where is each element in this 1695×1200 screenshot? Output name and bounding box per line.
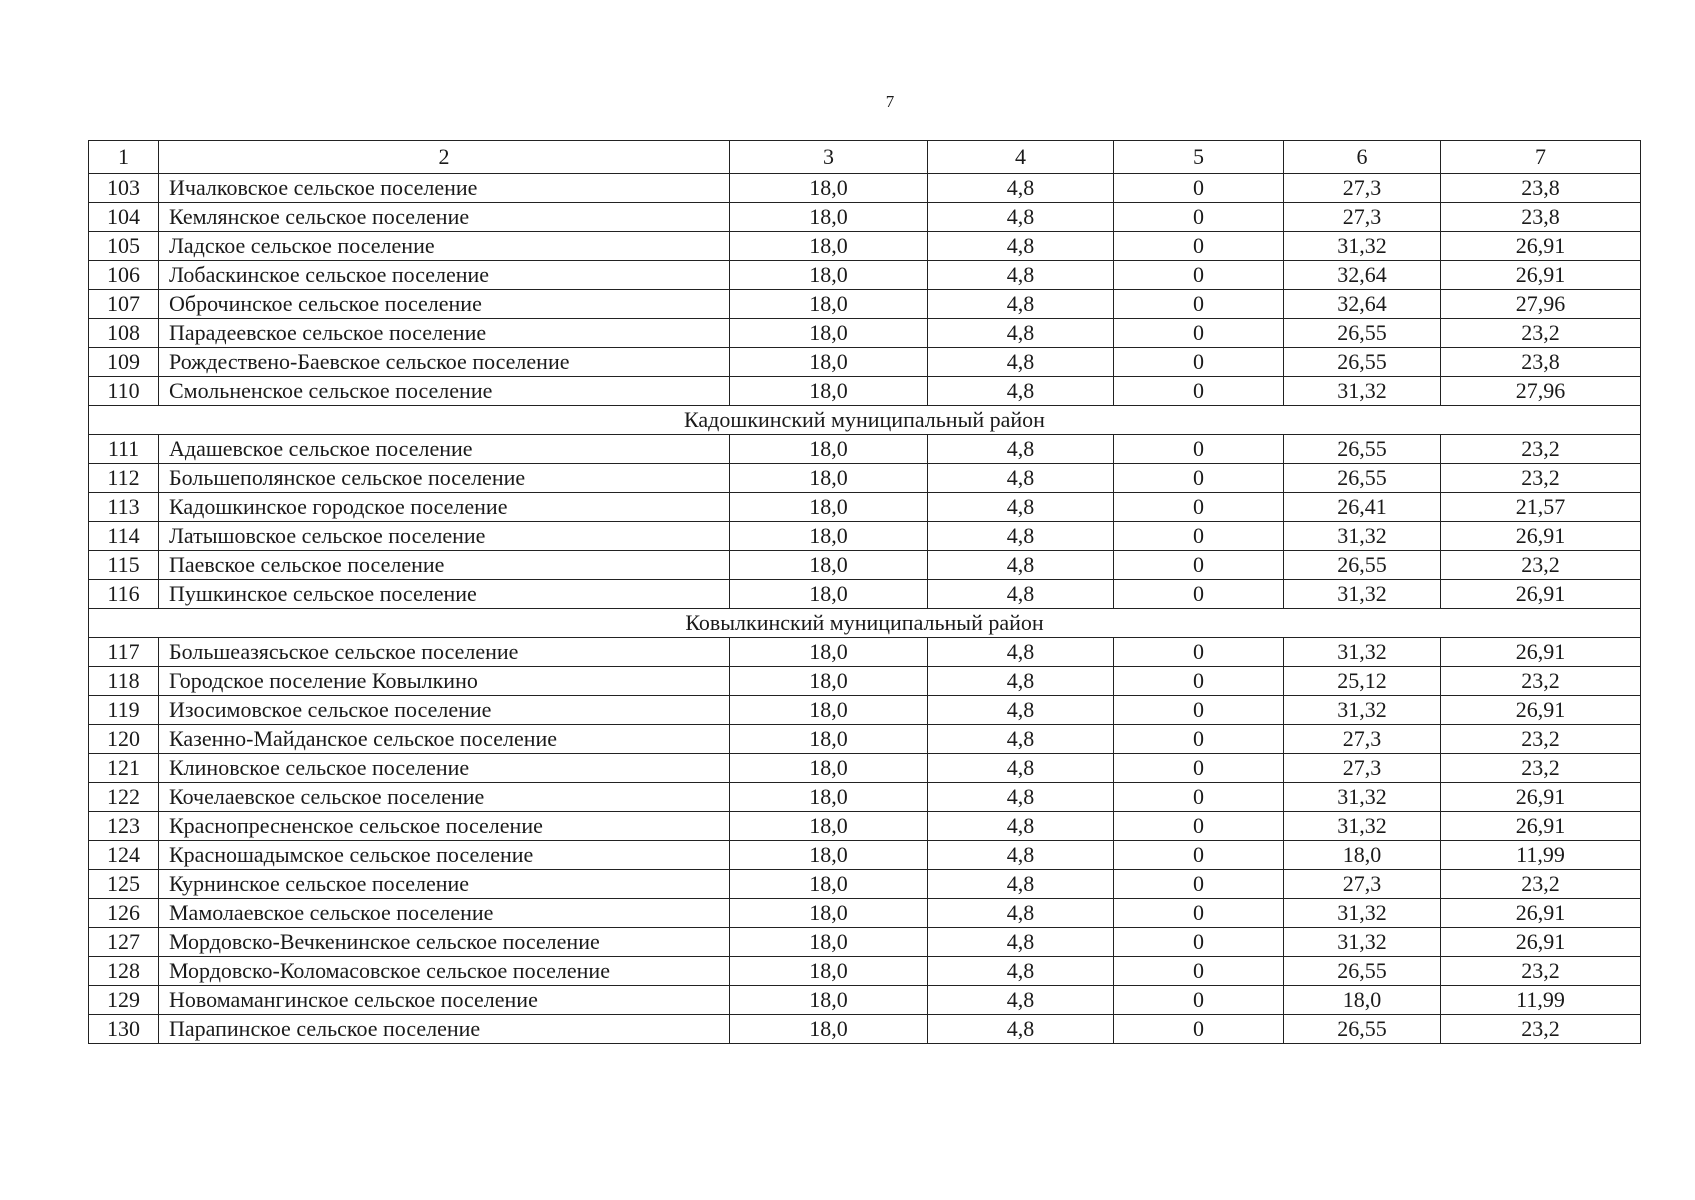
value-col-6: 31,32 xyxy=(1284,638,1441,667)
settlement-name: Большеполянское сельское поселение xyxy=(159,464,730,493)
value-col-4: 4,8 xyxy=(928,1015,1114,1044)
row-number: 127 xyxy=(89,928,159,957)
value-col-3: 18,0 xyxy=(730,522,928,551)
value-col-3: 18,0 xyxy=(730,261,928,290)
value-col-4: 4,8 xyxy=(928,464,1114,493)
settlement-name: Краснопресненское сельское поселение xyxy=(159,812,730,841)
value-col-4: 4,8 xyxy=(928,957,1114,986)
value-col-7: 11,99 xyxy=(1441,841,1641,870)
value-col-5: 0 xyxy=(1114,667,1284,696)
row-number: 104 xyxy=(89,203,159,232)
value-col-6: 25,12 xyxy=(1284,667,1441,696)
value-col-4: 4,8 xyxy=(928,261,1114,290)
settlement-name: Рождествено-Баевское сельское поселение xyxy=(159,348,730,377)
value-col-3: 18,0 xyxy=(730,725,928,754)
value-col-4: 4,8 xyxy=(928,493,1114,522)
table-row xyxy=(89,928,1641,957)
value-col-4: 4,8 xyxy=(928,232,1114,261)
value-col-3: 18,0 xyxy=(730,841,928,870)
value-col-5: 0 xyxy=(1114,493,1284,522)
row-number: 116 xyxy=(89,580,159,609)
value-col-7: 23,2 xyxy=(1441,319,1641,348)
value-col-6: 31,32 xyxy=(1284,928,1441,957)
row-number: 105 xyxy=(89,232,159,261)
row-number: 114 xyxy=(89,522,159,551)
row-number: 123 xyxy=(89,812,159,841)
table-row xyxy=(89,551,1641,580)
value-col-5: 0 xyxy=(1114,725,1284,754)
value-col-7: 23,2 xyxy=(1441,1015,1641,1044)
value-col-7: 26,91 xyxy=(1441,812,1641,841)
value-col-6: 27,3 xyxy=(1284,725,1441,754)
value-col-4: 4,8 xyxy=(928,435,1114,464)
settlement-name: Клиновское сельское поселение xyxy=(159,754,730,783)
value-col-7: 21,57 xyxy=(1441,493,1641,522)
settlement-name: Кемлянское сельское поселение xyxy=(159,203,730,232)
value-col-3: 18,0 xyxy=(730,696,928,725)
row-number: 111 xyxy=(89,435,159,464)
settlement-name: Кадошкинское городское поселение xyxy=(159,493,730,522)
settlement-name: Паевское сельское поселение xyxy=(159,551,730,580)
table-row xyxy=(89,464,1641,493)
value-col-5: 0 xyxy=(1114,174,1284,203)
value-col-7: 26,91 xyxy=(1441,928,1641,957)
value-col-7: 27,96 xyxy=(1441,290,1641,319)
value-col-4: 4,8 xyxy=(928,899,1114,928)
value-col-6: 31,32 xyxy=(1284,899,1441,928)
value-col-7: 23,2 xyxy=(1441,725,1641,754)
value-col-3: 18,0 xyxy=(730,1015,928,1044)
value-col-3: 18,0 xyxy=(730,754,928,783)
value-col-3: 18,0 xyxy=(730,667,928,696)
settlement-name: Мамолаевское сельское поселение xyxy=(159,899,730,928)
row-number: 121 xyxy=(89,754,159,783)
value-col-3: 18,0 xyxy=(730,377,928,406)
value-col-6: 31,32 xyxy=(1284,696,1441,725)
value-col-4: 4,8 xyxy=(928,290,1114,319)
value-col-4: 4,8 xyxy=(928,551,1114,580)
table-row xyxy=(89,290,1641,319)
value-col-5: 0 xyxy=(1114,986,1284,1015)
value-col-3: 18,0 xyxy=(730,783,928,812)
value-col-5: 0 xyxy=(1114,841,1284,870)
value-col-4: 4,8 xyxy=(928,638,1114,667)
value-col-6: 26,55 xyxy=(1284,957,1441,986)
row-number: 117 xyxy=(89,638,159,667)
page-number: 7 xyxy=(885,92,895,111)
value-col-6: 18,0 xyxy=(1284,841,1441,870)
table-header-row xyxy=(89,141,1641,174)
table-row xyxy=(89,174,1641,203)
value-col-7: 23,2 xyxy=(1441,551,1641,580)
value-col-6: 32,64 xyxy=(1284,290,1441,319)
value-col-7: 23,2 xyxy=(1441,435,1641,464)
value-col-5: 0 xyxy=(1114,348,1284,377)
value-col-5: 0 xyxy=(1114,261,1284,290)
value-col-4: 4,8 xyxy=(928,377,1114,406)
value-col-5: 0 xyxy=(1114,377,1284,406)
row-number: 124 xyxy=(89,841,159,870)
value-col-7: 23,8 xyxy=(1441,348,1641,377)
table-row xyxy=(89,667,1641,696)
value-col-3: 18,0 xyxy=(730,870,928,899)
row-number: 103 xyxy=(89,174,159,203)
settlement-name: Мордовско-Коломасовское сельское поселение xyxy=(159,957,730,986)
table-row xyxy=(89,725,1641,754)
value-col-4: 4,8 xyxy=(928,203,1114,232)
value-col-6: 31,32 xyxy=(1284,580,1441,609)
value-col-5: 0 xyxy=(1114,580,1284,609)
value-col-7: 26,91 xyxy=(1441,638,1641,667)
value-col-3: 18,0 xyxy=(730,493,928,522)
value-col-3: 18,0 xyxy=(730,812,928,841)
row-number: 107 xyxy=(89,290,159,319)
value-col-7: 26,91 xyxy=(1441,696,1641,725)
value-col-6: 27,3 xyxy=(1284,203,1441,232)
row-number: 129 xyxy=(89,986,159,1015)
value-col-3: 18,0 xyxy=(730,638,928,667)
settlement-name: Новомамангинское сельское поселение xyxy=(159,986,730,1015)
value-col-4: 4,8 xyxy=(928,754,1114,783)
value-col-6: 26,55 xyxy=(1284,435,1441,464)
value-col-4: 4,8 xyxy=(928,870,1114,899)
value-col-7: 23,2 xyxy=(1441,464,1641,493)
table-row xyxy=(89,580,1641,609)
row-number: 112 xyxy=(89,464,159,493)
value-col-6: 26,55 xyxy=(1284,348,1441,377)
value-col-5: 0 xyxy=(1114,928,1284,957)
value-col-5: 0 xyxy=(1114,232,1284,261)
value-col-3: 18,0 xyxy=(730,899,928,928)
table-row xyxy=(89,435,1641,464)
table-row xyxy=(89,232,1641,261)
value-col-3: 18,0 xyxy=(730,435,928,464)
value-col-5: 0 xyxy=(1114,203,1284,232)
value-col-3: 18,0 xyxy=(730,580,928,609)
column-header: 3 xyxy=(730,141,928,174)
row-number: 108 xyxy=(89,319,159,348)
table-row xyxy=(89,754,1641,783)
value-col-5: 0 xyxy=(1114,319,1284,348)
value-col-6: 27,3 xyxy=(1284,870,1441,899)
value-col-3: 18,0 xyxy=(730,986,928,1015)
value-col-5: 0 xyxy=(1114,870,1284,899)
value-col-7: 26,91 xyxy=(1441,261,1641,290)
value-col-5: 0 xyxy=(1114,696,1284,725)
row-number: 125 xyxy=(89,870,159,899)
value-col-4: 4,8 xyxy=(928,725,1114,754)
value-col-5: 0 xyxy=(1114,290,1284,319)
table-row xyxy=(89,203,1641,232)
value-col-5: 0 xyxy=(1114,1015,1284,1044)
table-body xyxy=(89,141,1641,1044)
value-col-6: 31,32 xyxy=(1284,522,1441,551)
table-row xyxy=(89,261,1641,290)
row-number: 128 xyxy=(89,957,159,986)
value-col-3: 18,0 xyxy=(730,174,928,203)
row-number: 113 xyxy=(89,493,159,522)
value-col-4: 4,8 xyxy=(928,928,1114,957)
value-col-6: 26,55 xyxy=(1284,551,1441,580)
row-number: 106 xyxy=(89,261,159,290)
value-col-3: 18,0 xyxy=(730,464,928,493)
value-col-5: 0 xyxy=(1114,638,1284,667)
value-col-6: 32,64 xyxy=(1284,261,1441,290)
settlement-name: Красношадымское сельское поселение xyxy=(159,841,730,870)
table-row xyxy=(89,319,1641,348)
table-row xyxy=(89,899,1641,928)
column-header: 7 xyxy=(1441,141,1641,174)
settlement-name: Городское поселение Ковылкино xyxy=(159,667,730,696)
value-col-3: 18,0 xyxy=(730,551,928,580)
value-col-7: 27,96 xyxy=(1441,377,1641,406)
settlement-name: Парапинское сельское поселение xyxy=(159,1015,730,1044)
value-col-6: 26,41 xyxy=(1284,493,1441,522)
table-row xyxy=(89,493,1641,522)
value-col-5: 0 xyxy=(1114,754,1284,783)
value-col-5: 0 xyxy=(1114,551,1284,580)
table-row xyxy=(89,812,1641,841)
table-row xyxy=(89,1015,1641,1044)
value-col-6: 31,32 xyxy=(1284,377,1441,406)
value-col-5: 0 xyxy=(1114,957,1284,986)
settlement-name: Латышовское сельское поселение xyxy=(159,522,730,551)
table-row xyxy=(89,870,1641,899)
settlement-name: Большеазясьское сельское поселение xyxy=(159,638,730,667)
value-col-7: 26,91 xyxy=(1441,232,1641,261)
value-col-3: 18,0 xyxy=(730,928,928,957)
settlement-name: Изосимовское сельское поселение xyxy=(159,696,730,725)
value-col-3: 18,0 xyxy=(730,290,928,319)
value-col-7: 23,8 xyxy=(1441,174,1641,203)
value-col-7: 26,91 xyxy=(1441,580,1641,609)
table-row xyxy=(89,377,1641,406)
column-header: 5 xyxy=(1114,141,1284,174)
value-col-5: 0 xyxy=(1114,464,1284,493)
value-col-5: 0 xyxy=(1114,522,1284,551)
settlement-name: Кочелаевское сельское поселение xyxy=(159,783,730,812)
row-number: 120 xyxy=(89,725,159,754)
row-number: 130 xyxy=(89,1015,159,1044)
settlements-table xyxy=(88,140,1641,1044)
value-col-3: 18,0 xyxy=(730,319,928,348)
section-row xyxy=(89,609,1641,638)
value-col-4: 4,8 xyxy=(928,812,1114,841)
value-col-6: 31,32 xyxy=(1284,812,1441,841)
settlement-name: Оброчинское сельское поселение xyxy=(159,290,730,319)
value-col-4: 4,8 xyxy=(928,986,1114,1015)
column-header: 6 xyxy=(1284,141,1441,174)
row-number: 119 xyxy=(89,696,159,725)
value-col-7: 26,91 xyxy=(1441,522,1641,551)
value-col-5: 0 xyxy=(1114,783,1284,812)
table-row xyxy=(89,348,1641,377)
value-col-3: 18,0 xyxy=(730,232,928,261)
value-col-4: 4,8 xyxy=(928,174,1114,203)
value-col-6: 27,3 xyxy=(1284,754,1441,783)
value-col-4: 4,8 xyxy=(928,667,1114,696)
value-col-7: 23,2 xyxy=(1441,957,1641,986)
value-col-6: 26,55 xyxy=(1284,464,1441,493)
value-col-7: 23,2 xyxy=(1441,667,1641,696)
value-col-5: 0 xyxy=(1114,435,1284,464)
value-col-7: 11,99 xyxy=(1441,986,1641,1015)
table-row xyxy=(89,522,1641,551)
value-col-7: 23,2 xyxy=(1441,870,1641,899)
row-number: 122 xyxy=(89,783,159,812)
value-col-6: 26,55 xyxy=(1284,1015,1441,1044)
value-col-4: 4,8 xyxy=(928,348,1114,377)
row-number: 126 xyxy=(89,899,159,928)
value-col-6: 31,32 xyxy=(1284,232,1441,261)
section-row xyxy=(89,406,1641,435)
table-row xyxy=(89,696,1641,725)
value-col-4: 4,8 xyxy=(928,696,1114,725)
settlement-name: Ладское сельское поселение xyxy=(159,232,730,261)
value-col-4: 4,8 xyxy=(928,841,1114,870)
value-col-7: 23,8 xyxy=(1441,203,1641,232)
value-col-4: 4,8 xyxy=(928,580,1114,609)
row-number: 118 xyxy=(89,667,159,696)
value-col-7: 26,91 xyxy=(1441,899,1641,928)
settlement-name: Ичалковское сельское поселение xyxy=(159,174,730,203)
settlement-name: Лобаскинское сельское поселение xyxy=(159,261,730,290)
row-number: 110 xyxy=(89,377,159,406)
value-col-6: 31,32 xyxy=(1284,783,1441,812)
table-row xyxy=(89,957,1641,986)
value-col-3: 18,0 xyxy=(730,203,928,232)
value-col-4: 4,8 xyxy=(928,522,1114,551)
settlement-name: Мордовско-Вечкенинское сельское поселение xyxy=(159,928,730,957)
settlement-name: Парадеевское сельское поселение xyxy=(159,319,730,348)
value-col-3: 18,0 xyxy=(730,348,928,377)
value-col-4: 4,8 xyxy=(928,319,1114,348)
value-col-4: 4,8 xyxy=(928,783,1114,812)
value-col-7: 23,2 xyxy=(1441,754,1641,783)
section-title: Ковылкинский муниципальный район xyxy=(89,609,1641,638)
value-col-5: 0 xyxy=(1114,899,1284,928)
settlement-name: Пушкинское сельское поселение xyxy=(159,580,730,609)
value-col-6: 26,55 xyxy=(1284,319,1441,348)
column-header: 2 xyxy=(159,141,730,174)
column-header: 1 xyxy=(89,141,159,174)
section-title: Кадошкинский муниципальный район xyxy=(89,406,1641,435)
table-row xyxy=(89,986,1641,1015)
value-col-3: 18,0 xyxy=(730,957,928,986)
table-row xyxy=(89,638,1641,667)
column-header: 4 xyxy=(928,141,1114,174)
value-col-5: 0 xyxy=(1114,812,1284,841)
value-col-7: 26,91 xyxy=(1441,783,1641,812)
row-number: 115 xyxy=(89,551,159,580)
value-col-6: 27,3 xyxy=(1284,174,1441,203)
row-number: 109 xyxy=(89,348,159,377)
settlement-name: Смольненское сельское поселение xyxy=(159,377,730,406)
table-row xyxy=(89,783,1641,812)
settlement-name: Казенно-Майданское сельское поселение xyxy=(159,725,730,754)
settlement-name: Адашевское сельское поселение xyxy=(159,435,730,464)
value-col-6: 18,0 xyxy=(1284,986,1441,1015)
table-row xyxy=(89,841,1641,870)
settlement-name: Курнинское сельское поселение xyxy=(159,870,730,899)
